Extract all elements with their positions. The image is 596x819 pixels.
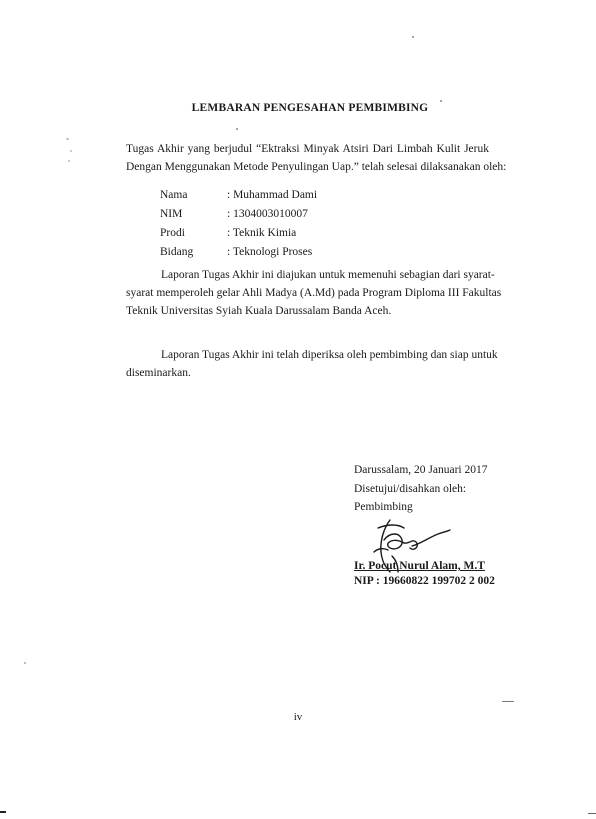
field-value: : Muhammad Dami bbox=[227, 189, 318, 201]
paragraph-line: Laporan Tugas Akhir ini telah diperiksa oleh pembimbing dan siap untuk bbox=[161, 349, 498, 361]
field-row-nim bbox=[160, 208, 317, 227]
scan-speck bbox=[236, 128, 238, 130]
field-value: : Teknologi Proses bbox=[227, 246, 313, 258]
signer-name: Ir. Pocut Nurul Alam, M.T bbox=[354, 560, 485, 572]
scan-mark bbox=[502, 701, 514, 702]
signature-block bbox=[354, 461, 488, 517]
scan-speck bbox=[440, 100, 442, 102]
paragraph-line: Teknik Universitas Syiah Kuala Darussalam Banda Aceh. bbox=[126, 305, 392, 317]
student-info bbox=[160, 189, 317, 265]
place-date: Darussalam, 20 Januari 2017 bbox=[354, 464, 488, 476]
requirement-paragraph bbox=[126, 266, 502, 320]
scan-speck bbox=[412, 36, 414, 38]
field-label: Bidang bbox=[160, 246, 194, 258]
paragraph-line: Laporan Tugas Akhir ini diajukan untuk memenuhi sebagian dari syarat- bbox=[161, 269, 495, 281]
scan-mark bbox=[588, 813, 596, 814]
field-row-prodi bbox=[160, 227, 317, 246]
field-label: Nama bbox=[160, 189, 188, 201]
paragraph-line: diseminarkan. bbox=[126, 367, 191, 379]
approval-paragraph bbox=[126, 346, 498, 382]
intro-line: Dengan Menggunakan Metode Penyulingan Uap.” telah selesai dilaksanakan oleh: bbox=[126, 161, 507, 173]
approval-label: Disetujui/disahkan oleh: bbox=[354, 482, 467, 495]
intro-paragraph bbox=[126, 140, 507, 176]
field-label: NIM bbox=[160, 208, 183, 220]
scan-speck bbox=[68, 160, 70, 162]
field-row-bidang bbox=[160, 246, 317, 265]
field-row-nama bbox=[160, 189, 317, 208]
intro-line: Tugas Akhir yang berjudul “Ektraksi Minyak Atsiri Dari Limbah Kulit Jeruk bbox=[126, 143, 489, 155]
field-label: Prodi bbox=[160, 227, 185, 239]
field-value: : 1304003010007 bbox=[227, 208, 308, 220]
signer-role: Pembimbing bbox=[354, 501, 413, 513]
signer-nip: NIP : 19660822 199702 2 002 bbox=[354, 575, 495, 587]
scan-speck bbox=[24, 662, 26, 664]
scan-speck bbox=[66, 138, 69, 140]
page-title: LEMBARAN PENGESAHAN PEMBIMBING bbox=[191, 102, 429, 114]
scan-mark bbox=[0, 811, 6, 813]
scan-speck bbox=[70, 150, 72, 152]
paragraph-line: syarat memperoleh gelar Ahli Madya (A.Md) pada Program Diploma III Fakultas bbox=[126, 287, 502, 299]
page-number: iv bbox=[293, 711, 303, 723]
field-value: : Teknik Kimia bbox=[227, 227, 297, 239]
